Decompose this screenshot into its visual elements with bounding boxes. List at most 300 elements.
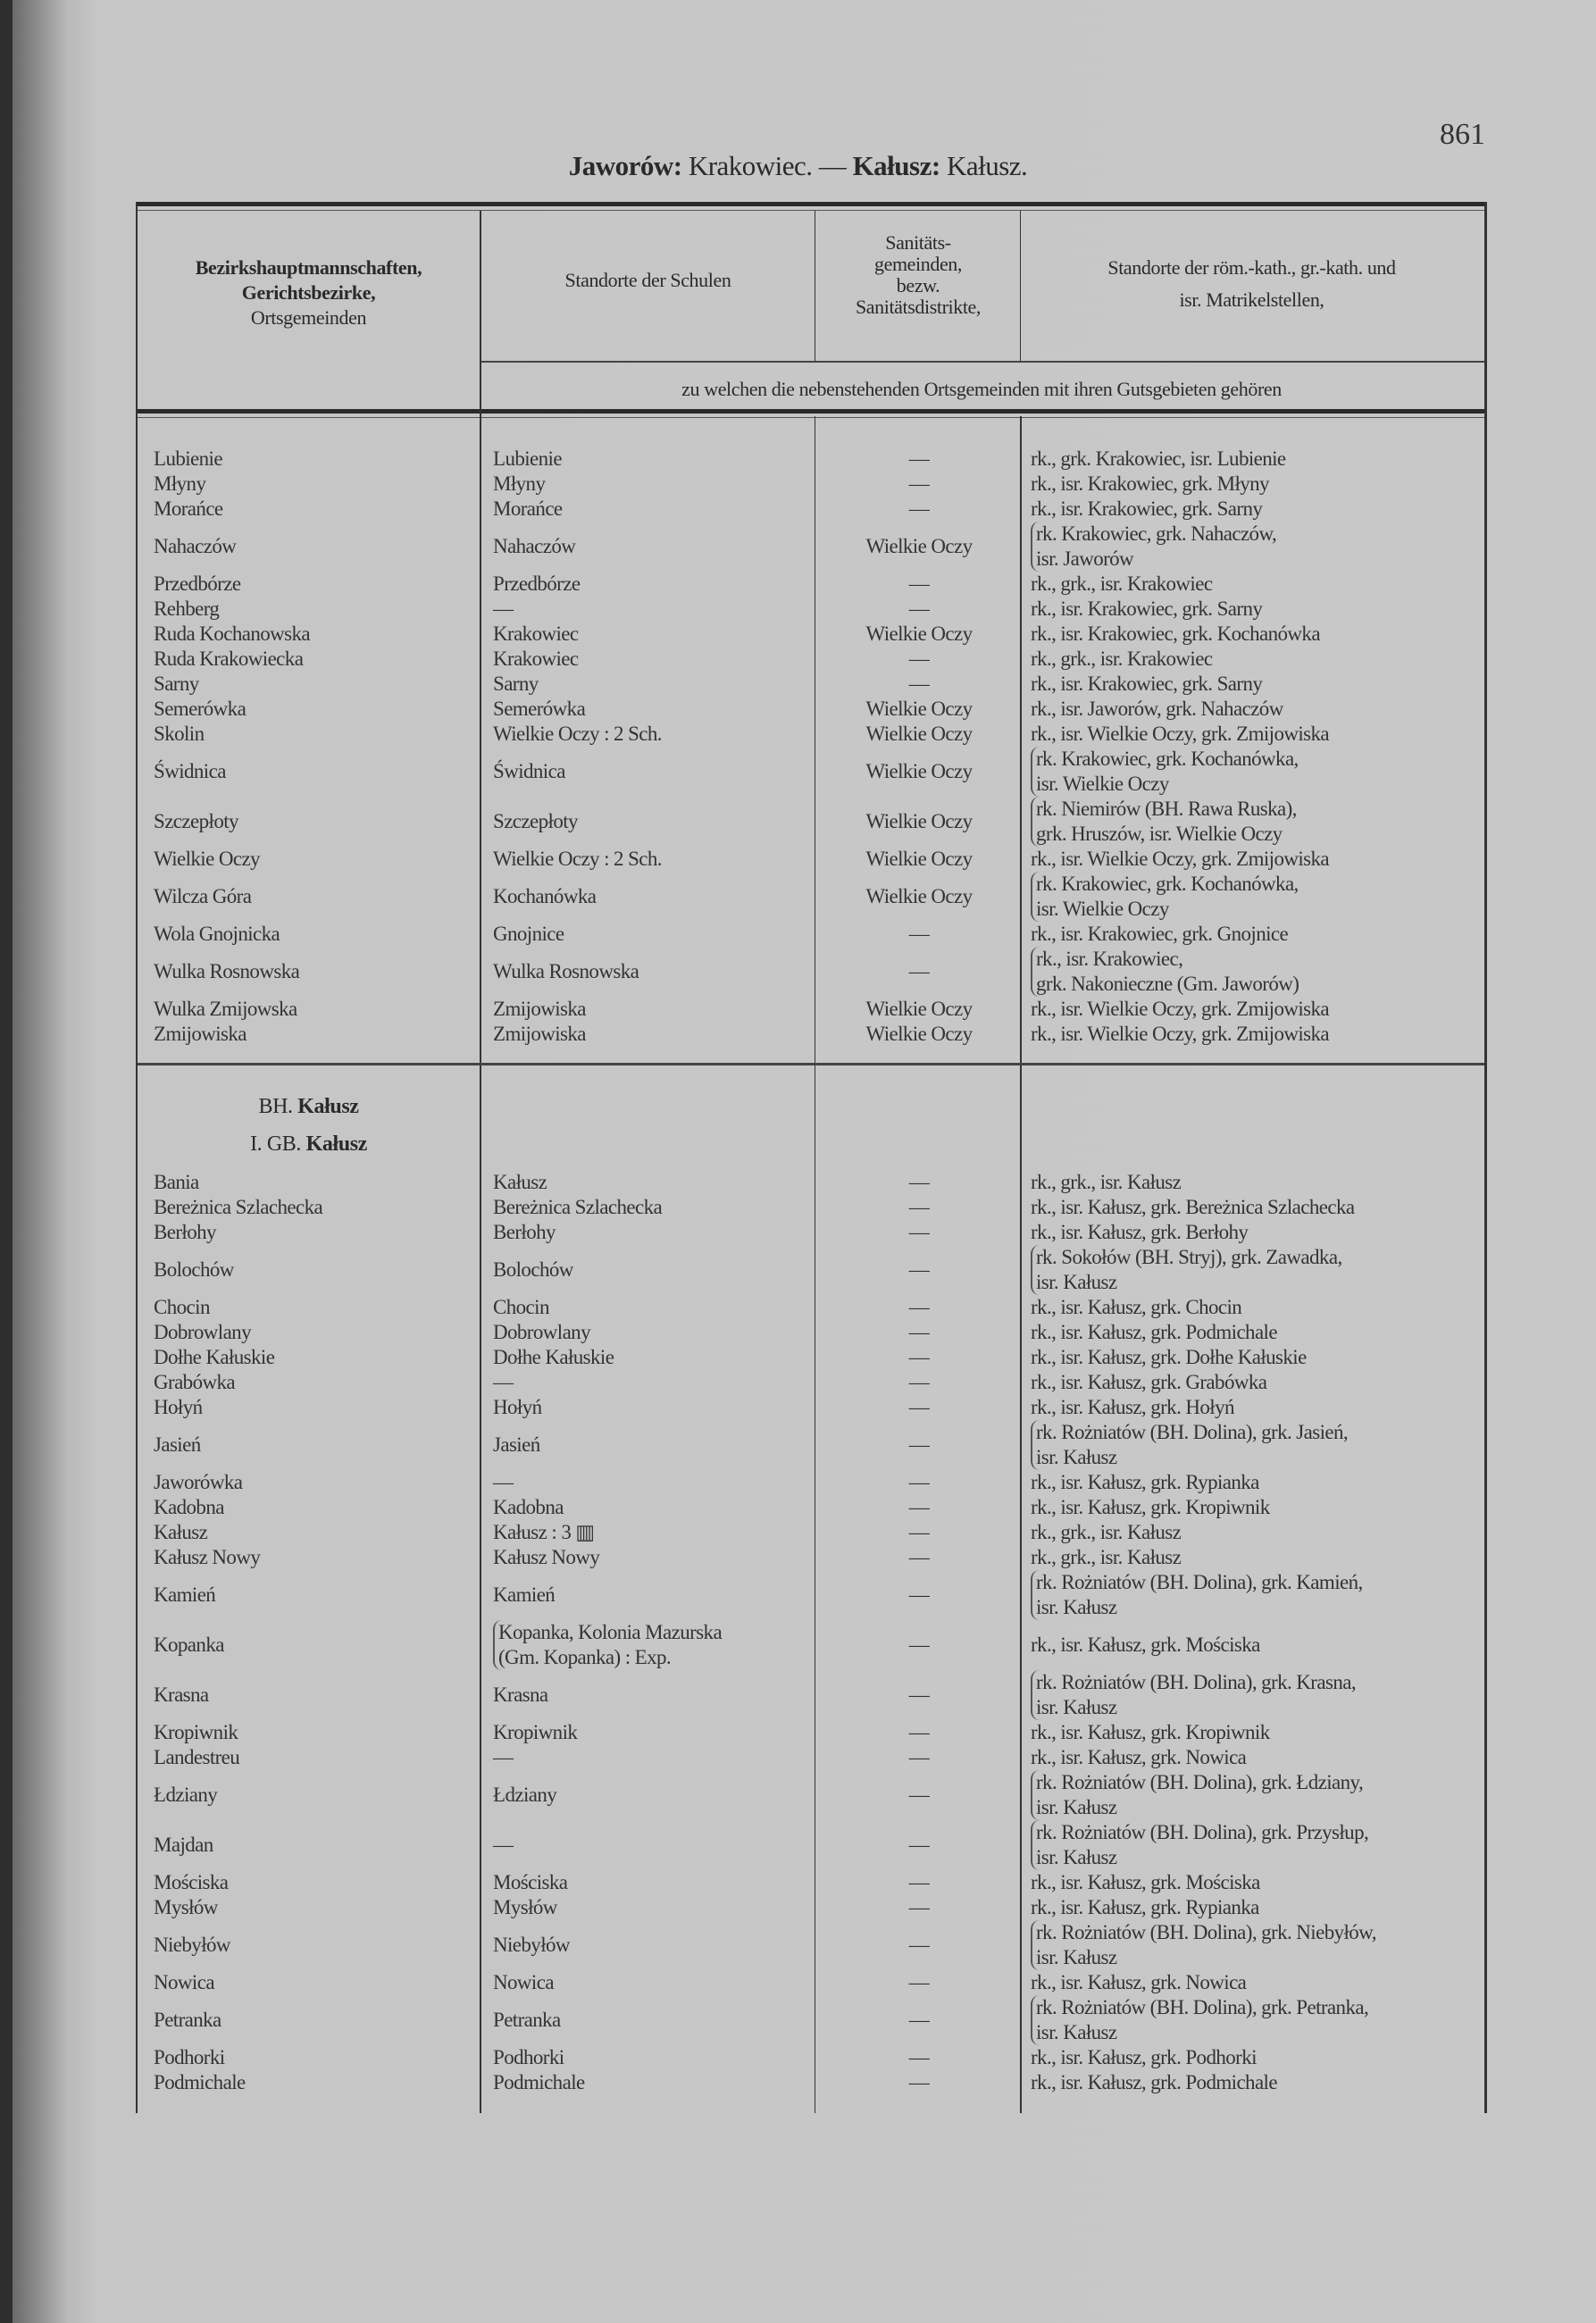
subheader-rule	[481, 361, 1484, 363]
parish-registers	[1031, 1470, 1259, 1495]
text-line: Petranka	[493, 2009, 561, 2031]
text-line: rk., isr. Kałusz, grk. Grabówka	[1031, 1371, 1267, 1393]
school-location	[493, 1820, 513, 1870]
parish-registers	[1031, 1345, 1307, 1370]
sanitary-district: —	[908, 1896, 930, 1918]
school-location-lines	[493, 698, 585, 721]
sanitary-district: —	[908, 1634, 930, 1656]
municipality-name: Podmichale	[154, 2071, 246, 2093]
parish-registers-lines	[1031, 2071, 1277, 2094]
sanitary-district: Wielkie Oczy	[865, 623, 973, 645]
parish-registers-lines	[1031, 1321, 1277, 1344]
text-line: rk. Krakowiec, grk. Kochanówka,	[1036, 748, 1299, 770]
text-line: rk., isr. Kałusz, grk. Nowica	[1031, 1746, 1247, 1768]
parish-registers	[1031, 1670, 1356, 1720]
text-line: Dołhe Kałuskie	[493, 1346, 614, 1368]
text-line: isr. Wielkie Oczy	[1036, 773, 1169, 795]
municipality-name: Kropiwnik	[154, 1721, 238, 1743]
text-line: rk. Rożniatów (BH. Dolina), grk. Łdziany,	[1036, 1771, 1364, 1793]
school-location	[493, 1545, 599, 1570]
sanitary-district: —	[908, 1496, 930, 1518]
municipality-name: Bania	[154, 1171, 199, 1193]
school-location-lines	[493, 1171, 547, 1194]
sanitary-district: —	[908, 2009, 930, 2031]
table-row	[138, 1995, 1484, 2045]
text-line: Kadobna	[493, 1496, 564, 1518]
school-location-lines	[493, 1346, 614, 1369]
table-row	[138, 497, 1484, 522]
sanitary-district: —	[908, 1171, 930, 1193]
text-line: Kałusz	[493, 1171, 547, 1193]
sanitary-district: —	[908, 1871, 930, 1893]
parish-registers	[1031, 672, 1262, 697]
parish-registers-lines	[1031, 497, 1262, 521]
text-line: —	[493, 1471, 514, 1493]
text-line: Jasień	[493, 1433, 540, 1456]
school-location	[493, 572, 580, 597]
municipality-name: Majdan	[154, 1834, 213, 1856]
table-row	[138, 2045, 1484, 2070]
sanitary-district: Wielkie Oczy	[865, 885, 973, 907]
school-location-lines	[493, 923, 564, 946]
table-row	[138, 597, 1484, 622]
municipality-name: Berłohy	[154, 1221, 216, 1243]
parish-registers	[1031, 1220, 1248, 1245]
municipality-name: Ruda Kochanowska	[154, 623, 310, 645]
sanitary-district: —	[908, 1396, 930, 1418]
sanitary-district: —	[908, 497, 930, 520]
sanitary-district: —	[908, 472, 930, 495]
municipality-name: Lubienie	[154, 447, 222, 470]
text-line: rk. Niemirów (BH. Rawa Ruska),	[1036, 798, 1297, 820]
text-line: rk., isr. Krakowiec, grk. Sarny	[1031, 673, 1263, 695]
table-row	[138, 947, 1484, 997]
text-line: rk., isr. Kałusz, grk. Nowica	[1031, 1971, 1247, 1993]
text-line: rk. Krakowiec, grk. Nahaczów,	[1036, 522, 1277, 545]
sanitary-district: —	[908, 1784, 930, 1806]
school-location	[493, 1170, 547, 1195]
text-line: Semerówka	[493, 698, 586, 720]
text-line: Zmijowiska	[493, 1023, 586, 1045]
book-binding-edge	[0, 0, 13, 2323]
parish-registers-lines	[1031, 998, 1329, 1021]
text-line: Sarny	[493, 673, 539, 695]
bh-prefix: BH.	[258, 1095, 298, 1118]
section-kalusz-rows	[138, 1170, 1484, 2095]
sanitary-district: —	[908, 1546, 930, 1568]
school-location-lines	[493, 673, 539, 696]
sanitary-district: —	[908, 1971, 930, 1993]
sanitary-district: —	[908, 1583, 930, 1606]
school-location	[493, 1870, 567, 1895]
sanitary-district: —	[908, 1221, 930, 1243]
table-row	[138, 1495, 1484, 1520]
school-location-lines	[493, 1321, 590, 1344]
parish-registers	[1031, 922, 1288, 947]
municipality-name: Kopanka	[154, 1634, 224, 1656]
text-line: Kropiwnik	[493, 1721, 578, 1743]
header-col-parishes	[1022, 252, 1482, 316]
school-location	[493, 647, 579, 672]
school-location	[493, 1345, 614, 1370]
school-location	[493, 2070, 585, 2095]
school-location	[493, 1570, 555, 1620]
parish-registers	[1031, 847, 1329, 872]
text-line: isr. Kałusz	[1036, 1596, 1117, 1618]
column-divider	[1020, 211, 1021, 363]
school-location-lines	[493, 1496, 564, 1519]
text-line: rk. Rożniatów (BH. Dolina), grk. Jasień,	[1036, 1421, 1349, 1443]
sanitary-district: Wielkie Oczy	[865, 723, 973, 745]
parish-registers	[1031, 1745, 1246, 1770]
table-row	[138, 1545, 1484, 1570]
municipality-name: Szczepłoty	[154, 810, 238, 832]
school-location-lines	[493, 1221, 556, 1244]
text-line: rk., isr. Jaworów, grk. Nahaczów	[1031, 698, 1283, 720]
text-line: Mysłów	[493, 1896, 557, 1918]
school-location-lines	[493, 535, 575, 558]
school-location-lines	[493, 1296, 549, 1319]
school-location-lines	[493, 1746, 513, 1769]
parish-registers-lines	[1031, 872, 1299, 922]
parish-registers-lines	[1031, 1496, 1270, 1519]
table-row	[138, 1895, 1484, 1920]
parish-registers	[1031, 647, 1212, 672]
sanitary-district: —	[908, 1934, 930, 1956]
text-line: isr. Kałusz	[1036, 1271, 1117, 1293]
municipality-name: Krasna	[154, 1684, 209, 1706]
text-line: rk., isr. Wielkie Oczy, grk. Zmijowiska	[1031, 848, 1330, 870]
text-line: isr. Kałusz	[1036, 1946, 1117, 1968]
parish-registers-lines	[1031, 947, 1299, 997]
parish-registers	[1031, 522, 1276, 572]
text-line: isr. Kałusz	[1036, 1846, 1117, 1868]
parish-registers	[1031, 697, 1283, 722]
header-line: Bezirkshauptmannschaften,	[195, 256, 422, 279]
sanitary-district: Wielkie Oczy	[865, 535, 973, 557]
sanitary-district: —	[908, 1296, 930, 1318]
parish-registers	[1031, 1245, 1342, 1295]
parish-registers	[1031, 1370, 1266, 1395]
text-line: rk., isr. Kałusz, grk. Dołhe Kałuskie	[1031, 1346, 1307, 1368]
parish-registers	[1031, 872, 1299, 922]
text-line: —	[493, 1834, 514, 1856]
table-row	[138, 1395, 1484, 1420]
sanitary-district: —	[908, 597, 930, 620]
school-location-lines	[493, 1196, 662, 1219]
text-line: Zmijowiska	[493, 998, 586, 1020]
parish-registers	[1031, 2070, 1277, 2095]
text-line: Kałusz Nowy	[493, 1546, 600, 1568]
parish-registers	[1031, 1520, 1181, 1545]
parish-registers	[1031, 572, 1212, 597]
school-location	[493, 1320, 590, 1345]
text-line: rk., isr. Kałusz, grk. Podhorki	[1031, 2046, 1257, 2068]
header-line: Sanitäts-	[885, 231, 951, 254]
sanitary-district: —	[908, 673, 930, 695]
parish-registers-lines	[1031, 698, 1283, 721]
text-line: rk., grk. Krakowiec, isr. Lubienie	[1031, 447, 1286, 470]
school-location	[493, 847, 662, 872]
parish-registers	[1031, 1870, 1260, 1895]
header-subheader: zu welchen die nebenstehenden Ortsgemeinden mit ihren Gutsgebieten gehören	[681, 378, 1282, 400]
sanitary-district: Wielkie Oczy	[865, 810, 973, 832]
parish-registers-lines	[1031, 1420, 1348, 1470]
text-line: Wielkie Oczy : 2 Sch.	[493, 848, 662, 870]
sanitary-district: —	[908, 2046, 930, 2068]
header-line: bezw.	[896, 274, 940, 297]
parish-registers	[1031, 1545, 1181, 1570]
parish-registers	[1031, 1295, 1241, 1320]
text-line: Przedbórze	[493, 572, 581, 595]
text-line: rk., isr. Kałusz, grk. Kropiwnik	[1031, 1721, 1270, 1743]
school-location	[493, 1970, 554, 1995]
text-line: rk., isr. Wielkie Oczy, grk. Zmijowiska	[1031, 998, 1330, 1020]
school-location-lines	[493, 2046, 564, 2069]
school-location	[493, 1770, 556, 1820]
text-line: Nowica	[493, 1971, 554, 1993]
text-line: Bolochów	[493, 1258, 573, 1281]
text-line: Krasna	[493, 1684, 548, 1706]
title-court-2: Kałusz.	[940, 150, 1028, 181]
school-location-lines	[493, 848, 662, 871]
table-row	[138, 622, 1484, 647]
school-location	[493, 1022, 586, 1047]
municipality-name: Wilcza Góra	[154, 885, 252, 907]
school-location	[493, 1995, 561, 2045]
municipality-name: Kałusz	[154, 1521, 208, 1543]
text-line: —	[493, 1371, 514, 1393]
parish-registers	[1031, 1620, 1260, 1670]
text-line: rk., isr. Kałusz, grk. Berłohy	[1031, 1221, 1249, 1243]
parish-registers-lines	[1031, 923, 1288, 946]
municipality-name: Chocin	[154, 1296, 210, 1318]
municipality-name: Kałusz Nowy	[154, 1546, 261, 1568]
table-row	[138, 1745, 1484, 1770]
table-row	[138, 1420, 1484, 1470]
text-line: rk., grk., isr. Krakowiec	[1031, 572, 1213, 595]
parish-registers-lines	[1031, 1770, 1363, 1820]
text-line: Podmichale	[493, 2071, 585, 2093]
table-row	[138, 1370, 1484, 1395]
table-row	[138, 872, 1484, 922]
sanitary-district: Wielkie Oczy	[865, 848, 973, 870]
school-location-lines	[493, 1871, 567, 1894]
municipality-name: Wielkie Oczy	[154, 848, 260, 870]
municipality-name: Nowica	[154, 1971, 214, 1993]
school-location-lines	[493, 1023, 586, 1046]
municipality-name: Sarny	[154, 673, 199, 695]
school-location-lines	[493, 648, 579, 671]
school-location	[493, 697, 585, 722]
text-line: rk., isr. Kałusz, grk. Mościska	[1031, 1634, 1260, 1656]
school-location-lines	[493, 472, 545, 496]
parish-registers-lines	[1031, 648, 1212, 671]
table-row	[138, 1470, 1484, 1495]
header-line: gemeinden,	[873, 253, 963, 275]
parish-registers	[1031, 1320, 1277, 1345]
table-row	[138, 722, 1484, 747]
municipality-name: Kamień	[154, 1583, 216, 1606]
text-line: rk. Krakowiec, grk. Kochanówka,	[1036, 873, 1299, 895]
school-location-lines	[493, 1396, 542, 1419]
school-location	[493, 1920, 570, 1970]
municipality-name: Bolochów	[154, 1258, 234, 1281]
text-line: rk. Rożniatów (BH. Dolina), grk. Niebyłów,	[1036, 1921, 1376, 1943]
school-location	[493, 1395, 542, 1420]
parish-registers	[1031, 597, 1262, 622]
school-location-lines	[493, 2071, 585, 2094]
sanitary-district: —	[908, 1746, 930, 1768]
municipality-name: Wulka Zmijowska	[154, 998, 297, 1020]
text-line: rk., isr. Kałusz, grk. Podmichale	[1031, 1321, 1277, 1343]
text-line: isr. Wielkie Oczy	[1036, 898, 1169, 920]
parish-registers	[1031, 1820, 1368, 1870]
parish-registers-lines	[1031, 723, 1329, 746]
school-location-lines	[493, 1784, 556, 1807]
parish-registers	[1031, 747, 1299, 797]
school-location-lines	[493, 723, 662, 746]
school-location	[493, 997, 586, 1022]
school-location-lines	[493, 1546, 599, 1569]
table-row	[138, 672, 1484, 697]
section-jaworow-rows	[138, 447, 1484, 1047]
municipality-name: Mościska	[154, 1871, 229, 1893]
parish-registers	[1031, 1022, 1329, 1047]
table-row	[138, 1520, 1484, 1545]
text-line: rk., isr. Krakowiec, grk. Sarny	[1031, 497, 1263, 520]
header-line: Sanitätsdistrikte,	[855, 296, 982, 318]
sanitary-district: —	[908, 1684, 930, 1706]
text-line: rk., grk., isr. Krakowiec	[1031, 648, 1213, 670]
bh-name: Kałusz	[297, 1095, 359, 1118]
school-location-lines	[493, 885, 596, 908]
school-location	[493, 1370, 513, 1395]
school-location-lines	[493, 623, 579, 646]
school-location	[493, 522, 575, 572]
table-row	[138, 747, 1484, 797]
school-location	[493, 1720, 577, 1745]
school-location-lines	[493, 1521, 595, 1544]
text-line: rk., isr. Krakowiec, grk. Kochanówka	[1031, 623, 1320, 645]
text-line: Berłohy	[493, 1221, 556, 1243]
parish-registers-lines	[1031, 1920, 1376, 1970]
text-line: rk., grk., isr. Kałusz	[1031, 1521, 1182, 1543]
municipality-name: Ruda Krakowiecka	[154, 648, 304, 670]
sanitary-district: —	[908, 1346, 930, 1368]
parish-registers-lines	[1031, 1245, 1342, 1295]
school-location	[493, 1670, 548, 1720]
sanitary-district: —	[908, 1433, 930, 1456]
municipality-name: Skolin	[154, 723, 205, 745]
text-line: isr. Jaworów	[1036, 547, 1134, 570]
text-line: rk., isr. Krakowiec, grk. Gnojnice	[1031, 923, 1289, 945]
sanitary-district: —	[908, 1321, 930, 1343]
text-line: Łdziany	[493, 1784, 557, 1806]
table-row	[138, 1570, 1484, 1620]
school-location	[493, 1745, 513, 1770]
text-line: Młyny	[493, 472, 546, 495]
text-line: Morańce	[493, 497, 563, 520]
school-location-lines	[493, 2009, 561, 2032]
header-line: Standorte der röm.-kath., gr.-kath. und	[1107, 256, 1396, 279]
school-location	[493, 872, 596, 922]
parish-registers	[1031, 622, 1320, 647]
sanitary-district: —	[908, 1258, 930, 1281]
table-row	[138, 1022, 1484, 1047]
table-row	[138, 1970, 1484, 1995]
school-location	[493, 497, 563, 522]
municipality-name: Bereżnica Szlachecka	[154, 1196, 323, 1218]
table-row	[138, 997, 1484, 1022]
page-title	[0, 150, 1596, 182]
municipality-name: Kadobna	[154, 1496, 224, 1518]
text-line: Podhorki	[493, 2046, 564, 2068]
text-line: rk. Rożniatów (BH. Dolina), grk. Kamień,	[1036, 1571, 1363, 1593]
school-location	[493, 472, 545, 497]
parish-registers-lines	[1031, 1471, 1259, 1494]
parish-registers	[1031, 947, 1299, 997]
parish-registers-lines	[1031, 1670, 1356, 1720]
text-line: rk., isr. Wielkie Oczy, grk. Zmijowiska	[1031, 1023, 1330, 1045]
sanitary-district: —	[908, 960, 930, 982]
parish-registers-lines	[1031, 1221, 1248, 1244]
municipality-name: Młyny	[154, 472, 206, 495]
sanitary-district: —	[908, 572, 930, 595]
school-location-lines	[493, 447, 562, 471]
table-row	[138, 1345, 1484, 1370]
section-rule	[138, 1063, 1484, 1065]
text-line: rk., isr. Krakowiec,	[1036, 948, 1183, 970]
school-location	[493, 447, 562, 472]
table-row	[138, 1295, 1484, 1320]
header-top-rule	[138, 202, 1484, 211]
table-row	[138, 1920, 1484, 1970]
text-line: Mościska	[493, 1871, 568, 1893]
municipality-name: Semerówka	[154, 698, 247, 720]
school-location-lines	[493, 1684, 548, 1707]
school-location	[493, 2045, 564, 2070]
parish-registers	[1031, 1395, 1234, 1420]
parish-registers-lines	[1031, 1570, 1363, 1620]
table-row	[138, 1620, 1484, 1670]
parish-registers-lines	[1031, 1346, 1307, 1369]
parish-registers-lines	[1031, 1396, 1234, 1419]
table-row	[138, 1770, 1484, 1820]
sanitary-district: —	[908, 1721, 930, 1743]
parish-registers	[1031, 1195, 1354, 1220]
table-row	[138, 2070, 1484, 2095]
school-location-lines	[493, 1620, 722, 1670]
sanitary-district: Wielkie Oczy	[865, 1023, 973, 1045]
parish-registers	[1031, 1570, 1363, 1620]
text-line: rk., isr. Krakowiec, grk. Sarny	[1031, 597, 1263, 620]
parish-registers	[1031, 1170, 1181, 1195]
parish-registers-lines	[1031, 2046, 1257, 2069]
text-line: isr. Kałusz	[1036, 1796, 1117, 1818]
parish-registers-lines	[1031, 447, 1286, 471]
table-row	[138, 847, 1484, 872]
school-location-lines	[493, 1971, 554, 1994]
text-line: Krakowiec	[493, 623, 579, 645]
school-location	[493, 1245, 573, 1295]
header-col-schools: Standorte der Schulen	[564, 269, 731, 291]
sanitary-district: —	[908, 648, 930, 670]
parish-registers-lines	[1031, 1196, 1354, 1219]
text-line: Kochanówka	[493, 885, 597, 907]
municipality-name: Morańce	[154, 497, 223, 520]
parish-registers-lines	[1031, 597, 1262, 621]
